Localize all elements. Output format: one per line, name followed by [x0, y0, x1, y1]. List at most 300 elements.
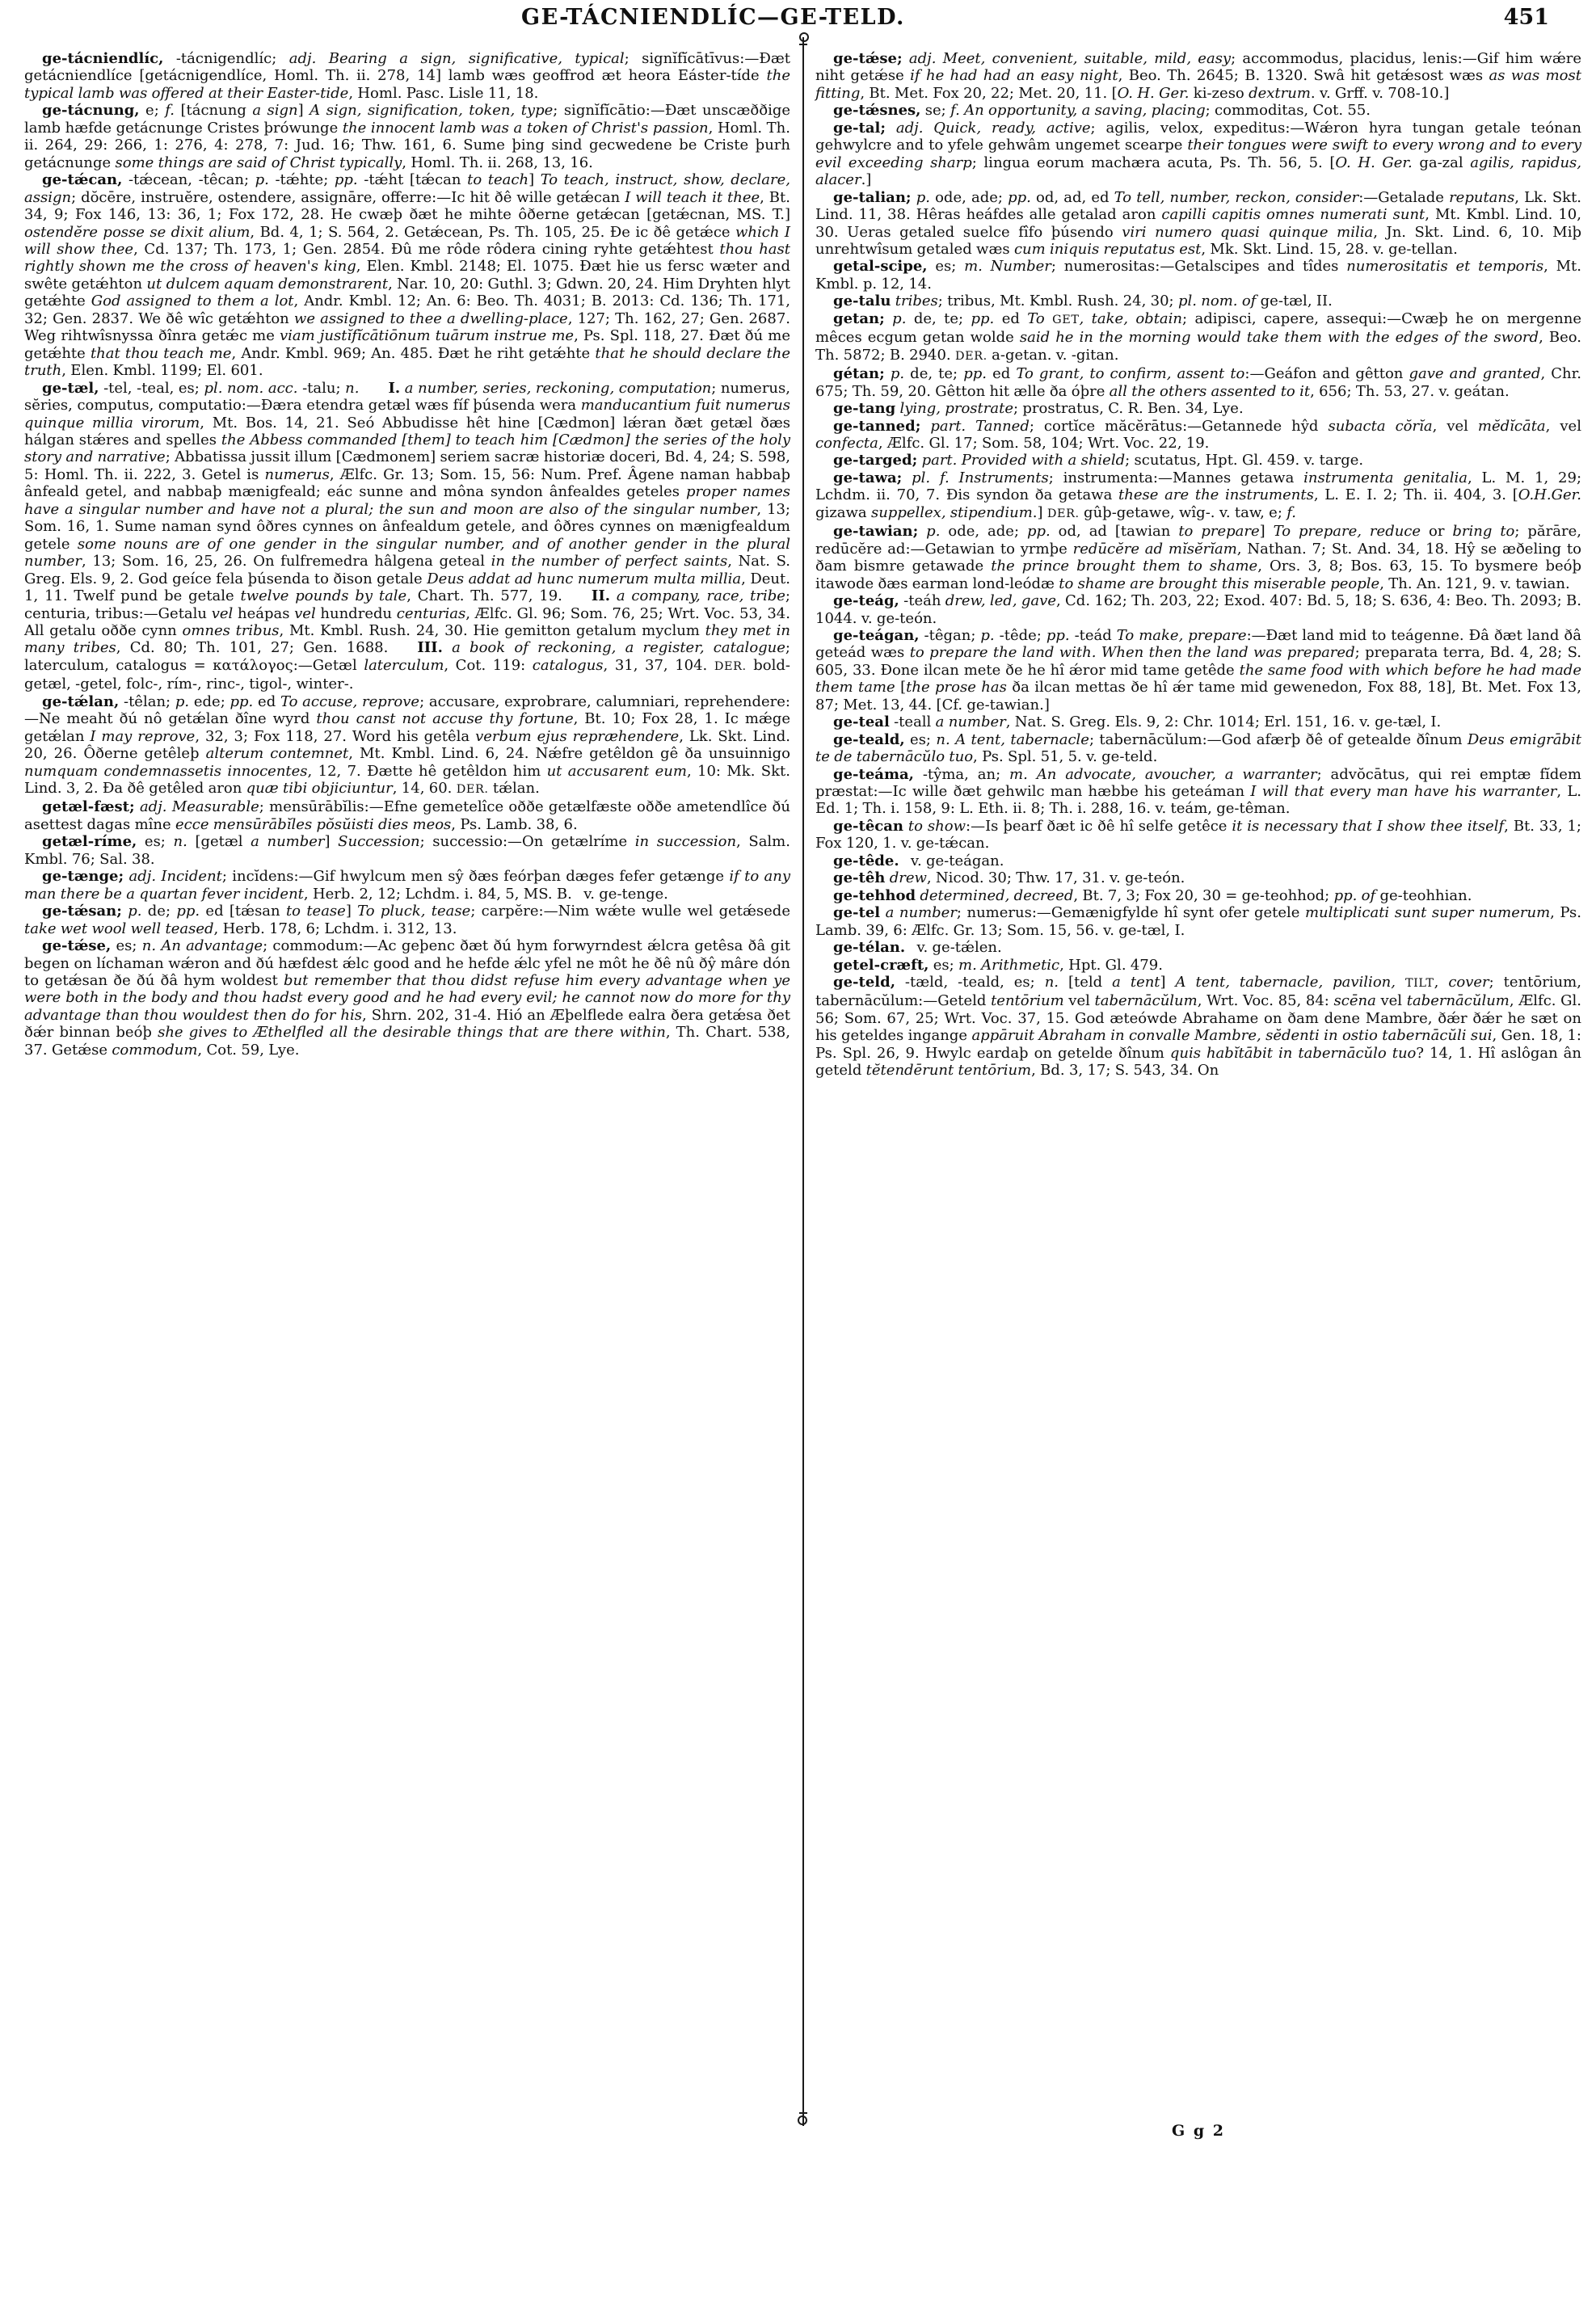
entry-text: . v. Grff. v. 708-10.]: [1310, 84, 1450, 102]
entry-text: , Ors. 3, 8; Bos. 63, 15. To bysmere beóþ itawode ðæs earman lond-leódæ: [815, 558, 1581, 592]
entry-text: , Mk. Skt. Lind. 15, 28. v. ge-tellan.: [1201, 240, 1458, 258]
entry-text: cum iniquis reputatus est: [1013, 240, 1202, 258]
entry-text: Deus emigrābit te de tabernācŭlo tuo: [815, 730, 1581, 766]
entry-text: , Bt. 33, 1; Fox 120, 1. v. ge-tǽcan.: [815, 817, 1581, 852]
entry-text: numquam condemnassetis innocentes: [24, 762, 308, 780]
entry-text: tentōrium: [991, 992, 1064, 1010]
entry-text: catalogus: [532, 656, 604, 674]
entry-text: es;: [137, 833, 174, 851]
entry-text: , Deut. 1, 11. Twelf pund be getale: [24, 570, 790, 605]
dictionary-entry: [815, 592, 1581, 627]
entry-text: Succession: [338, 833, 420, 851]
entry-text: , Th. Chart. 538, 37. Getǽse: [24, 1024, 790, 1059]
entry-text: suppellex, stipendium: [870, 503, 1033, 521]
headword: ge-teáma,: [833, 765, 914, 783]
headword: ge-tǽcan,: [42, 171, 123, 189]
headword: ge-teald,: [833, 730, 905, 748]
dictionary-entry: [24, 693, 790, 799]
entry-text: multiplicati sunt super numerum: [1304, 904, 1551, 922]
entry-text: subacta cŏrĭa: [1328, 417, 1433, 435]
entry-text: , Cot. 59, Lye.: [197, 1041, 300, 1059]
entry-text: od, ad, ed: [1030, 188, 1114, 206]
headword: ge-tácnung,: [42, 102, 140, 120]
dictionary-entry: [815, 189, 1581, 259]
entry-text: take wet wool well teased: [24, 920, 214, 937]
entry-text: O. H. Ger.: [1335, 154, 1413, 171]
entry-text: , 127; Th. 162, 27; Gen. 2687. Weg rihtwîsnyssa ðînra getǽc me: [24, 309, 790, 345]
entry-text: p.: [980, 626, 995, 644]
entry-text: pp.: [1046, 626, 1070, 644]
entry-text: said he in the morning would take them with the edges of the sword: [1019, 329, 1539, 347]
entry-text: dextrum: [1249, 84, 1311, 102]
entry-text: centurias: [396, 604, 466, 622]
entry-text: To prepare, reduce: [1273, 523, 1421, 541]
entry-text: ; successio:—On getælríme: [419, 833, 635, 851]
entry-text: God assigned to them a lot: [91, 293, 294, 310]
dictionary-entry: [815, 766, 1581, 818]
entry-text: or: [1421, 523, 1453, 541]
entry-text: ostendĕre posse se dixit alium: [24, 223, 251, 241]
entry-text: bold-getæl, -getel, folc-, rím-, rinc-, tigol-, winter-.: [24, 656, 790, 693]
left-column: [24, 50, 790, 1059]
entry-text: n.: [345, 379, 360, 397]
entry-text: , Chart. Th. 577, 19.: [406, 587, 592, 605]
entry-text: she gives to Æthelfled all the desirable things that are there within: [158, 1024, 666, 1042]
entry-text: f. An opportunity, a saving, placing: [950, 102, 1206, 120]
entry-text: pp.: [963, 365, 987, 383]
headword: getæl-ríme,: [42, 833, 137, 851]
entry-text: ]: [528, 171, 541, 189]
entry-text: To grant, to confirm, assent to: [1016, 365, 1245, 383]
entry-text: ; prostratus, C. R. Ben. 34, Lye.: [1013, 400, 1244, 418]
entry-text: -tǽhte;: [268, 171, 335, 189]
entry-text: ode, ade;: [940, 523, 1027, 541]
headword: ge-tel: [833, 904, 881, 922]
entry-text: alterum contemnet: [205, 745, 349, 763]
entry-text: [920, 418, 930, 435]
entry-text: ed: [253, 692, 280, 710]
entry-text: , Homl. Pasc. Lisle 11, 18.: [348, 84, 539, 102]
entry-text: [902, 469, 912, 486]
entry-text: de;: [141, 903, 177, 920]
entry-text: , Bt. Met. Fox 20, 22; Met. 20, 11. [: [860, 84, 1118, 102]
headword: ge-tæl,: [42, 379, 99, 397]
entry-text: p.: [890, 365, 905, 383]
entry-text: es;: [929, 956, 959, 974]
entry-text: capilli capitis omnes numerati sunt: [1161, 206, 1425, 224]
entry-text: , Homl. Th. ii. 264, 29: 266, 1: 276, 4: 278, 7: Jud. 16; Thw. 161, 6. Sume þing sind gecwedene be Criste þurh getácnunge: [24, 119, 790, 171]
entry-text: , Hpt. Gl. 479.: [1059, 956, 1163, 974]
entry-text: de, te;: [904, 365, 964, 383]
ornament-crossbar: [799, 2112, 807, 2114]
entry-text: ]: [1259, 523, 1274, 541]
entry-text: , Mt. Kmbl. p. 12, 14.: [815, 258, 1581, 293]
entry-text: to tease: [285, 903, 346, 920]
entry-text: a number: [885, 904, 957, 922]
headword: ge-têde.: [833, 852, 899, 869]
headword: ge-tawian;: [833, 523, 919, 541]
entry-text: a-getan. v. -gitan.: [987, 346, 1119, 364]
entry-text: ; signĭfĭcātīvus:—Ðæt getácniendlíce [getácnigendlíce, Homl. Th. ii. 278, 14] lamb wæs geoffrod æt heora Eáster-tíde: [24, 50, 790, 85]
dictionary-entry: [815, 627, 1581, 714]
entry-text: [918, 523, 926, 540]
entry-text: a number: [935, 714, 1006, 731]
entry-text: , Herb. 2, 12; Lchdm. i. 84, 5, MS. B. v. ge-tenge.: [303, 885, 668, 903]
entry-text: in the number of perfect saints: [491, 553, 728, 570]
entry-text: , Cd. 137; Th. 173, 1; Gen. 2854. Ðû me rôde rôdera cining ryhte getǽhtest: [133, 240, 720, 258]
entry-text: [tácnung: [175, 102, 253, 120]
entry-text: p.: [175, 692, 190, 710]
entry-text: , 31, 37, 104.: [603, 656, 714, 674]
entry-text: ; numerositas:—Getalscipes and tîdes: [1051, 258, 1347, 276]
ornament-stem: [802, 40, 804, 55]
entry-text: ed: [987, 365, 1017, 383]
entry-text: [teld: [1059, 974, 1113, 991]
entry-text: :—Getalade: [1358, 188, 1450, 206]
entry-text: the typical lamb was offered at their Easter-tide: [24, 67, 790, 102]
entry-text: ; tentōrium, tabernācŭlum:—Geteld: [815, 974, 1581, 1010]
headword: ge-teal: [833, 714, 890, 731]
entry-text: , 13; Som. 16, 1. Sume naman synd ôðres cynnes on ânfealdum getele, and ôðres cynnes on mænigfealdum getele: [24, 500, 790, 553]
headword: ge-teágan,: [833, 626, 920, 644]
entry-text: the prince brought them to shame: [991, 558, 1258, 575]
entry-text: ode, ade;: [929, 188, 1009, 206]
entry-text: pl. f. Instruments: [912, 469, 1049, 486]
headword: ge-tǽsan;: [42, 903, 122, 920]
entry-text: , Mt. Kmbl. Lind. 10, 30. Ueras getaled suelce fîfo þúsendo: [815, 206, 1581, 241]
headword: ge-tawa;: [833, 469, 903, 486]
headword: getan;: [833, 309, 885, 327]
headword: ge-talian;: [833, 188, 912, 206]
entry-text: ]: [324, 833, 339, 851]
dictionary-entry: [815, 452, 1581, 469]
entry-text: To make, prepare: [1116, 626, 1247, 644]
entry-text: ; signĭfĭcātio:—Ðæt unscæððige lamb hæfde getácnunge Cristes þrówunge: [24, 102, 791, 137]
entry-text: these are the instruments: [1118, 486, 1314, 504]
entry-text: tabernācŭlum: [1094, 992, 1198, 1010]
dictionary-entry: [815, 957, 1581, 974]
entry-text: lying, prostrate: [899, 400, 1013, 418]
dictionary-entry: [24, 903, 790, 937]
entry-text: adj. Incident: [128, 868, 222, 886]
entry-text: reputans: [1449, 188, 1515, 206]
entry-text: [903, 50, 909, 67]
headword: ge-talu: [833, 293, 891, 310]
headword: ge-tehhod: [833, 886, 916, 904]
entry-text: m. Number: [964, 258, 1051, 276]
entry-text: ; advŏcātus, qui rei emptæ fĭdem præstat:—Ic wille ðæt gehwilc man hæbbe his geteáman: [815, 765, 1581, 801]
entry-text: the prose has: [906, 679, 1007, 697]
dictionary-entry: [24, 171, 790, 379]
entry-text: , Lk. Skt. Lind. 20, 26. Ôðerne getêleþ: [24, 727, 791, 763]
headword: ge-tácniendlíc,: [42, 50, 164, 67]
entry-text: , Ps. Lamb. 38, 6.: [451, 815, 578, 833]
entry-text: , Beo. Th. 5872; B. 2940.: [815, 329, 1582, 364]
entry-text: , Homl. Th. ii. 268, 13, 16.: [402, 154, 593, 171]
dictionary-entry: [815, 418, 1581, 453]
entry-text: but remember that thou didst refuse him every advantage when ye were both in the body and thou hadst every good and he had every evil; he cannot now do more for thy advantage than thou wouldest then do for his: [24, 972, 790, 1024]
entry-text: , Salm. Kmbl. 76; Sal. 38.: [24, 833, 790, 868]
entry-text: , Shrn. 202, 31-4. Hió an Æþelflede ealra ðera getǽsa ðet ðǽr binnan beóþ: [24, 1006, 790, 1042]
entry-text: ; accusare, exprobrare, calumniari, reprehendere:—Ne meaht ðú nô getǽlan ðîne wyrd: [24, 692, 790, 728]
entry-text: ; laterculum, catalogus = κατάλογος:—Getæl: [24, 639, 790, 674]
entry-text: tĕtendērunt tentōrium: [865, 1062, 1032, 1080]
entry-text: III.: [417, 639, 443, 657]
entry-text: , Ælfc. Gl. 56; Som. 67, 25; Wrt. Voc. 37, 15. God æteówde Abrahame on ðam dene Mambre, ðǽr ðǽr he sæt on his geteldes ingange: [815, 992, 1582, 1045]
entry-text: ; cortĭce măcĕrātus:—Getannede hŷd: [1029, 417, 1329, 435]
column-divider-rule: [802, 37, 804, 2126]
headword: ge-tǽsnes,: [833, 102, 921, 120]
entry-text: To accuse, reprove: [280, 692, 420, 710]
entry-text: v. ge-teágan.: [899, 852, 1004, 869]
entry-text: a tent: [1112, 974, 1160, 991]
entry-text: scēna: [1333, 992, 1376, 1010]
entry-text: a number: [251, 833, 325, 851]
dictionary-entry: [24, 937, 790, 1059]
entry-text: , 10: Mk. Skt. Lind. 3, 2. Ða ðê getêled aron: [24, 762, 790, 798]
dictionary-entry: [815, 887, 1581, 904]
entry-text: cover: [1448, 974, 1489, 991]
dictionary-entry: [815, 102, 1581, 119]
entry-text: ]: [297, 102, 310, 120]
entry-text: , 32, 3; Fox 118, 27. Word his getêla: [195, 727, 476, 745]
entry-text: gave and granted: [1409, 365, 1541, 383]
entry-text: vel: [211, 604, 234, 622]
entry-text: adj. Quick, ready, active: [895, 119, 1091, 137]
entry-text: -têgan;: [919, 626, 981, 644]
entry-text: e;: [139, 102, 166, 120]
entry-text: ed [tǽsan: [200, 903, 286, 920]
headword: ge-tǽse,: [42, 937, 112, 955]
entry-text: , L. Ed. 1; Th. i. 158, 9: L. Eth. ii. 8; Th. i. 288, 16. v. teám, ge-têman.: [815, 783, 1581, 818]
entry-text: twelve pounds by tale: [240, 587, 407, 605]
dictionary-entry: [815, 120, 1581, 189]
entry-text: , Mt. Bos. 14, 21. Seó Abbudisse hêt hine [Cædmon] lǽran ðæt getæl ðæs hálgan stǽres and spelles: [24, 414, 790, 448]
entry-text: a sign: [252, 102, 298, 120]
entry-text: m. An advocate, avoucher, a warranter: [1009, 765, 1317, 783]
entry-text: es;: [927, 258, 965, 276]
entry-text: se;: [920, 102, 951, 120]
entry-text: agilis, rapidus, alacer: [815, 154, 1581, 189]
entry-text: [359, 380, 388, 397]
entry-text: , vel: [1432, 417, 1478, 435]
printer-ornament-icon: [798, 32, 809, 57]
entry-text: TILT: [1404, 977, 1434, 991]
headword: ge-tǽlan,: [42, 692, 120, 710]
entry-text: , Elen. Kmbl. 2148; El. 1075. Ðæt hie us fersc wæter and swête getǽhton: [24, 258, 791, 293]
entry-text: quæ tibi objiciuntur: [246, 780, 393, 798]
entry-text: ]: [1160, 974, 1176, 991]
entry-text: verbum ejus repræhendere: [475, 727, 680, 745]
entry-text: I may reprove: [90, 727, 196, 745]
entry-text: -tŷma, an;: [913, 765, 1010, 783]
entry-text: ga-zal: [1412, 154, 1471, 171]
headword: ge-teld,: [833, 974, 895, 991]
entry-text: -talu;: [297, 379, 346, 397]
entry-text: a book of reckoning, a register, catalogue: [442, 639, 785, 657]
entry-text: tabernācŭlum: [1406, 992, 1510, 1010]
entry-text: they met in many tribes: [24, 621, 790, 657]
entry-text: II.: [591, 587, 611, 605]
entry-text: -teall: [889, 714, 936, 731]
entry-text: , Cot. 119:: [444, 656, 533, 674]
entry-text: part. Provided with a shield: [921, 452, 1126, 469]
entry-text: redūcĕre ad mĭsĕrĭam: [1072, 540, 1237, 558]
entry-text: , Mt. Kmbl. Lind. 6, 24. Nǽfre getêldon gê ða unsuinnigo: [348, 745, 790, 763]
entry-text: v. ge-tǽlen.: [905, 939, 1002, 957]
entry-text: , Cd. 162; Th. 203, 22; Exod. 407: Bd. 5, 18; S. 636, 4: Beo. Th. 2093; B. 1044. v. ge-teón.: [815, 592, 1581, 627]
entry-text: thou hast rightly shown me the cross of heaven's king: [24, 240, 790, 276]
entry-text: their tongues were swift to every wrong and to every evil exceeding sharp: [815, 137, 1581, 171]
entry-text: , 14, 60.: [392, 780, 457, 798]
page-number: 451: [1503, 5, 1549, 30]
entry-text: ; commodum:—Ac geþenc ðæt ðú hym forwyrndest ǽlcra getêsa ðâ git begen on líchaman wǽron and ðú hæfdest ǽlc good and he hefde ǽlc yfel ne môt he ðê nû ðŷ mâre dón to getǽsan ðe ðú ðâ hym woldest: [24, 937, 791, 990]
ornament-stem: [802, 2103, 804, 2117]
dictionary-entry: [24, 102, 790, 171]
entry-text: pp.: [176, 903, 200, 920]
entry-text: ; tabernācŭlum:—God afærþ ðê of getealde ðînum: [1089, 730, 1468, 748]
entry-text: :—Geáfon and gêtton: [1244, 365, 1409, 383]
entry-text: f.: [1286, 503, 1296, 521]
entry-text: it is necessary that I show thee itself: [1232, 817, 1505, 835]
entry-text: vel: [1063, 992, 1095, 1010]
entry-text: pl. nom. acc.: [204, 379, 298, 397]
entry-text: A tent, tabernacle, pavilion,: [1175, 974, 1396, 991]
entry-text: de, te;: [906, 309, 971, 327]
entry-text: appāruit Abraham in convalle Mambre, sĕdenti in ostio tabernācŭli sui: [971, 1027, 1493, 1045]
dictionary-entry: [815, 939, 1581, 956]
dictionary-entry: [24, 868, 790, 903]
printer-ornament-icon: [798, 2101, 809, 2125]
entry-text: , L. E. I. 2; Th. ii. 404, 3. [: [1313, 486, 1518, 504]
headword: getæl-fæst;: [42, 798, 135, 816]
entry-text: quis habĭtābit in tabernācŭlo tuo: [1169, 1044, 1417, 1062]
entry-text: adj. Measurable: [139, 798, 259, 816]
entry-text: Deus addat ad hunc numerum multa millia: [427, 570, 742, 587]
entry-text: A sign, signification, token, type: [310, 102, 554, 120]
entry-text: , Ps. Lamb. 39, 6: Ælfc. Gr. 13; Som. 15, 56. v. ge-tæl, I.: [815, 904, 1581, 939]
headword: ge-télan.: [833, 939, 906, 957]
entry-text: ; adipisci, capere, assequi:—Cwæþ he on mergenne mêces ecgum getan wolde: [815, 309, 1582, 347]
dictionary-entry: [815, 714, 1581, 730]
entry-text: to prepare the land with. When then the land was prepared: [909, 644, 1355, 662]
entry-text: , Ælfc. Gl. 17; Som. 58, 104; Wrt. Voc. 22, 19.: [878, 434, 1210, 452]
entry-text: pp.: [1008, 188, 1031, 206]
headword: getal-scipe,: [833, 258, 928, 276]
entry-text: , Ps. Spl. 51, 5. v. ge-teld.: [973, 748, 1158, 766]
entry-text: , 656; Th. 53, 27. v. geátan.: [1310, 382, 1510, 400]
headword: ge-tang: [833, 400, 896, 418]
dictionary-entry: [815, 731, 1581, 766]
entry-text: , Ælfc. Gl. 96; Som. 76, 25; Wrt. Voc. 53, 34. All getalu oððe cynn: [24, 604, 790, 639]
entry-text: p.: [916, 188, 930, 206]
entry-text: ede;: [189, 692, 230, 710]
entry-text: confecta: [815, 434, 878, 452]
entry-text: viam justĭfĭcātiōnum tuārum instrue me: [279, 327, 575, 345]
entry-text: DER.: [1046, 507, 1080, 520]
entry-text: , Nat. S. Greg. Els. 9, 2: Chr. 1014; Erl. 151, 16. v. ge-tæl, I.: [1005, 714, 1442, 731]
entry-text: numerus: [264, 465, 330, 483]
entry-text: to shame are brought this miserable people: [1059, 575, 1380, 592]
entry-text: p.: [892, 309, 907, 327]
entry-text: ; lingua eorum machæra acuta, Ps. Th. 56, 5. [: [971, 154, 1336, 171]
entry-text: mĕdĭcāta: [1477, 417, 1546, 435]
entry-text: , Cd. 80; Th. 101, 27; Gen. 1688.: [116, 639, 418, 657]
entry-text: .]: [861, 171, 872, 189]
entry-text: -tæld, -teald, es;: [895, 974, 1045, 991]
entry-text: es;: [111, 937, 142, 955]
entry-text: ; tribus, Mt. Kmbl. Rush. 24, 30;: [937, 293, 1178, 310]
entry-text: n. An advantage: [141, 937, 263, 955]
dictionary-entry: [815, 818, 1581, 852]
entry-text: p.: [255, 171, 269, 189]
entry-text: p.: [926, 523, 941, 541]
entry-text: , Bt. 7, 3; Fox 20, 30 = ge-teohhod;: [1073, 886, 1334, 904]
entry-text: ; Abbatissa jussit illum [Cædmonem] seriem sacræ historiæ doceri, Bd. 4, 24; S. 598, 5: Homl. Th. ii. 222, 3. Getel is: [24, 448, 791, 483]
entry-text: to prepare: [1178, 523, 1260, 541]
entry-text: , Lk. Skt. Lind. 11, 38. Hêras heáfdes alle getalad aron: [815, 188, 1582, 224]
entry-text: some things are said of Christ typically: [115, 154, 402, 171]
entry-text: gûþ-getawe, wîg-. v. taw, e;: [1079, 503, 1287, 521]
entry-text: determined, decreed: [920, 886, 1074, 904]
entry-text: numerositatis et temporis: [1346, 258, 1544, 276]
dictionary-entry: [815, 400, 1581, 417]
entry-text: n.: [173, 833, 187, 851]
entry-text: DER.: [954, 349, 987, 363]
entry-text: instrumenta genitalia: [1303, 469, 1468, 486]
dictionary-entry: [815, 852, 1581, 869]
headword: ge-tǽse;: [833, 50, 903, 67]
entry-text: I.: [388, 379, 401, 397]
entry-text: which I will show thee: [24, 223, 790, 258]
entry-text: laterculum: [364, 656, 444, 674]
entry-text: all the others assented to it: [1109, 382, 1311, 400]
headword: ge-têcan: [833, 817, 903, 835]
entry-text: [: [895, 679, 907, 697]
entry-text: pp.: [230, 692, 254, 710]
entry-text: To: [1027, 309, 1053, 327]
entry-text: manducantium fuit numerus quinque millia virorum: [24, 397, 790, 431]
entry-text: , Bd. 4, 1; S. 564, 2. Getǽcean, Ps. Th. 105, 25. Ðe ic ðê getǽce: [250, 223, 736, 241]
entry-text: -têlan;: [119, 692, 175, 710]
entry-text: ki-zeso: [1189, 84, 1249, 102]
dictionary-entry: [24, 833, 790, 868]
entry-text: ða ilcan mettas ðe hî ǽr tame mid gewenedon, Fox 88, 18], Bt. Met. Fox 13, 87; Met. 13, 44. [Cf. ge-tawian.]: [815, 679, 1581, 714]
entry-text: , Andr. Kmbl. 969; An. 485. Ðæt he riht getǽhte: [231, 344, 596, 362]
entry-text: [886, 120, 896, 137]
entry-text: as was most fitting: [815, 67, 1581, 102]
entry-text: ; numerus, sĕries, computus, computatio:—Ðæra etendra getæl wæs fíf þúsenda wera: [24, 379, 790, 415]
entry-text: p.: [128, 903, 142, 920]
entry-text: ; părāre, redūcĕre ad:—Getawian to yrmþe: [815, 523, 1581, 558]
entry-text: -teáh: [899, 592, 945, 610]
dictionary-entry: [815, 523, 1581, 592]
entry-text: heápas: [233, 604, 295, 622]
entry-text: ; scutatus, Hpt. Gl. 459. v. targe.: [1125, 452, 1364, 469]
entry-text: od, ad [tawian: [1050, 523, 1179, 541]
entry-text: , Jn. Skt. Lind. 6, 10. Miþ unrehtwîsum getaled wæs: [815, 223, 1581, 258]
entry-text: if to any man there be a quartan fever incident: [24, 868, 790, 903]
entry-text: that thou teach me: [90, 344, 232, 362]
entry-text: ge-teohhian.: [1375, 886, 1472, 904]
entry-text: , Ps. Spl. 118, 27. Ðæt ðú me getǽhte: [24, 327, 790, 362]
entry-text: n.: [1044, 974, 1059, 991]
entry-text: , Nicod. 30; Thw. 17, 31. v. ge-teón.: [926, 869, 1185, 887]
headword: ge-targed;: [833, 452, 918, 469]
entry-text: vel: [1375, 992, 1407, 1010]
entry-text: -tel, -teal, es;: [99, 379, 204, 397]
entry-text: I will that every man have his warranter: [1250, 783, 1557, 801]
